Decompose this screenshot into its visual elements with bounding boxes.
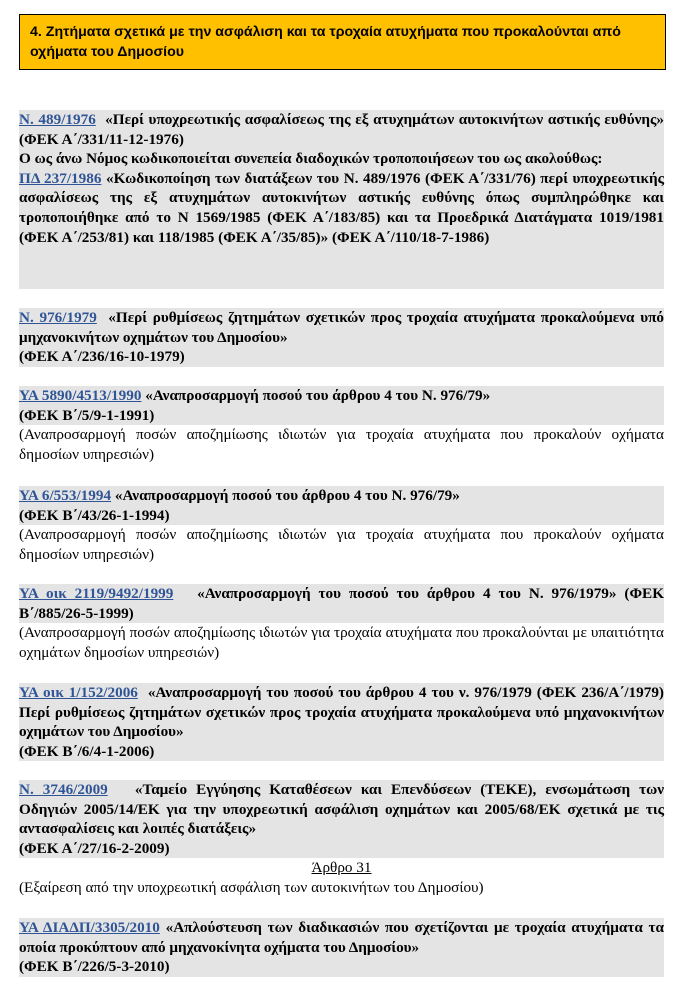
entry-block xyxy=(19,683,664,761)
law-title: «Περί ρυθμίσεως ζητημάτων σχετικών προς τροχαία ατυχήματα προκαλούμενα υπό μηχανοκινήτων οχημάτων του Δημοσίου» xyxy=(19,309,665,346)
section-header xyxy=(19,14,666,70)
entry-block xyxy=(19,584,664,623)
law-entry xyxy=(19,308,664,367)
law-link[interactable]: ΥΑ οικ 1/152/2006 xyxy=(19,684,138,701)
law-entry xyxy=(19,110,664,289)
law-link[interactable]: Ν. 3746/2009 xyxy=(19,781,108,798)
entry-heading xyxy=(19,110,664,149)
entry-block xyxy=(19,308,664,367)
law-link[interactable]: ΥΑ 6/553/1994 xyxy=(19,487,112,504)
entry-heading xyxy=(19,780,664,839)
entry-description: (Αναπροσαρμογή ποσών αποζημίωσης ιδιωτών για τροχαία ατυχήματα που προκαλούνται με υπαιτιότητα οχημάτων δημοσίων υπηρεσιών) xyxy=(19,624,664,661)
entry-heading xyxy=(19,584,664,623)
entry-description: (Αναπροσαρμογή ποσών αποζημίωσης ιδιωτών για τροχαία ατυχήματα που προκαλούν οχήματα δημοσίων υπηρεσιών) xyxy=(19,426,664,463)
law-link[interactable]: ΥΑ οικ 2119/9492/1999 xyxy=(19,585,174,602)
fek-reference: (ΦΕΚ Β΄/226/5-3-2010) xyxy=(19,958,170,976)
law-title: «Αναπροσαρμογή ποσού του άρθρου 4 του Ν. 976/79» xyxy=(114,487,460,504)
law-title: «Αναπροσαρμογή του ποσού του άρθρου 4 του Ν. 976/1979» (ΦΕΚ Β΄/885/26-5-1999) xyxy=(19,585,665,622)
entry-block xyxy=(19,918,664,977)
law-entry xyxy=(19,918,664,977)
law-entry xyxy=(19,386,664,464)
entry-block xyxy=(19,780,664,858)
entry-heading xyxy=(19,918,664,957)
section-title: 4. Ζητήματα σχετικά με την ασφάλιση και τα τροχαία ατυχήματα που προκαλούνται από οχήματα του Δημοσίου xyxy=(30,24,621,60)
law-title: «Κωδικοποίηση των διατάξεων του Ν. 489/1976 (ΦΕΚ Α΄/331/76) περί υποχρεωτικής ασφαλίσεως της εξ ατυχημάτων αυτοκινήτων αστικής ευθύνης όπως συμπληρώθηκε και τροποποιήθηκε από το Ν 1569/1985 (ΦΕΚ Α΄/183/85) και τα Προεδρικά Διατάγματα 1019/1981 (ΦΕΚ Α΄/253/81) και 118/1985 (ΦΕΚ Α΄/35/85)» (ΦΕΚ Α΄/110/18-7-1986) xyxy=(19,169,665,246)
law-entry xyxy=(19,780,664,898)
law-title: «Αναπροσαρμογή του ποσού του άρθρου 4 του ν. 976/1979 (ΦΕΚ 236/Α΄/1979) Περί ρυθμίσεως ζητημάτων σχετικών προς τροχαία ατυχήματα προκαλούμενα υπό μηχανοκινήτων οχημάτων του Δημοσίου» xyxy=(19,684,664,741)
codification-note: Ο ως άνω Νόμος κωδικοποιείται συνεπεία διαδοχικών τροποποιήσεων του ως ακολούθως: xyxy=(19,150,603,168)
fek-reference: (ΦΕΚ Α΄/236/16-10-1979) xyxy=(19,348,185,366)
law-title: «Περί υποχρεωτικής ασφαλίσεως της εξ ατυχημάτων αυτοκινήτων αστικής ευθύνης» (ΦΕΚ Α΄/331/11-12-1976) xyxy=(19,111,665,148)
law-entry xyxy=(19,584,664,662)
law-title: «Ταμείο Εγγύησης Καταθέσεων και Επενδύσεων (ΤΕΚΕ), ενσωμάτωση των Οδηγιών 2005/14/ΕΚ για την υποχρεωτική ασφάλιση οχημάτων και 2005/68/ΕΚ σχετικά με τις αντασφαλίσεις και λοιπές διατάξεις» xyxy=(19,781,664,838)
entry-heading xyxy=(19,683,664,742)
law-link[interactable]: ΥΑ ΔΙΑΔΠ/3305/2010 xyxy=(19,919,160,936)
sub-entry-heading xyxy=(19,169,664,247)
fek-reference: (ΦΕΚ Α΄/27/16-2-2009) xyxy=(19,839,170,857)
law-link[interactable]: ΠΔ 237/1986 xyxy=(19,169,102,187)
law-entry xyxy=(19,486,664,564)
entry-block xyxy=(19,486,664,525)
law-link[interactable]: Ν. 489/1976 xyxy=(19,111,96,128)
entry-heading xyxy=(19,308,664,347)
article-reference xyxy=(19,858,664,878)
entry-heading xyxy=(19,386,664,406)
law-entry xyxy=(19,683,664,761)
law-title: «Αναπροσαρμογή ποσού του άρθρου 4 του Ν. 976/79» xyxy=(145,387,491,404)
entry-description: (Εξαίρεση από την υποχρεωτική ασφάλιση των αυτοκινήτων του Δημοσίου) xyxy=(19,878,484,896)
law-link[interactable]: ΥΑ 5890/4513/1990 xyxy=(19,387,142,404)
entry-heading xyxy=(19,486,664,506)
entry-description: (Αναπροσαρμογή ποσών αποζημίωσης ιδιωτών για τροχαία ατυχήματα που προκαλούν οχήματα δημοσίων υπηρεσιών) xyxy=(19,526,664,563)
fek-reference: (ΦΕΚ Β΄/6/4-1-2006) xyxy=(19,742,155,760)
article-label: Άρθρο 31 xyxy=(311,859,372,877)
law-link[interactable]: Ν. 976/1979 xyxy=(19,309,97,326)
law-title: «Απλούστευση των διαδικασιών που σχετίζονται με τροχαία ατυχήματα τα οποία προκύπτουν από μηχανοκίνητα οχήματα του Δημοσίου» xyxy=(19,919,665,956)
entry-block xyxy=(19,386,664,425)
fek-reference: (ΦΕΚ Β΄/43/26-1-1994) xyxy=(19,506,170,524)
fek-reference: (ΦΕΚ Β΄/5/9-1-1991) xyxy=(19,406,155,424)
